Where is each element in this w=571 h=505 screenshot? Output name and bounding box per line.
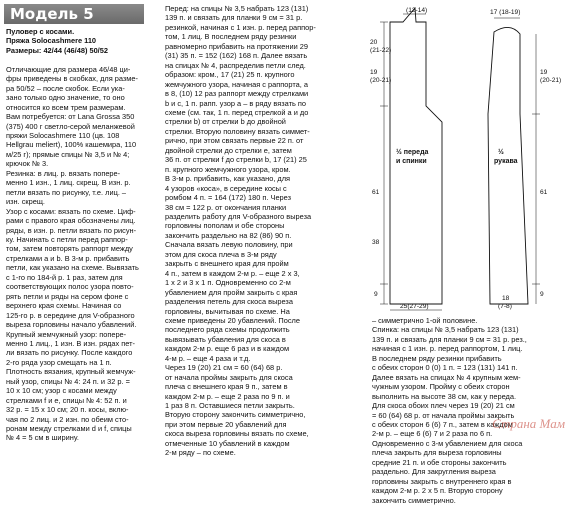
text-line: чужным узором. Пройму с обеих сторон: [372, 382, 510, 392]
text-line: чая по 2 лиц. и 2 изн. по обеим сто-: [6, 414, 129, 424]
watermark: Страна Мам: [492, 416, 565, 431]
text-line: равномерно прибавить на протяжении 29: [165, 41, 309, 51]
text-line: рично, при этом связать первые 22 п. от: [165, 136, 304, 146]
text-line: Крупный жемчужный узор: попере-: [6, 329, 127, 339]
text-line: (31) 35 п. = 152 (162) 168 п. Далее вязать: [165, 51, 308, 61]
text-line: Пряжа Solocashmere 110: [6, 36, 97, 46]
text-line: 139 п. и связать для планки 9 см = 31 р. рез.,: [372, 334, 527, 344]
text-line: образом: кром., 17 (21) 25 п. крупного: [165, 70, 295, 80]
dim-top-2: 17 (18-19): [490, 9, 521, 16]
text-line: вывязывать убавления для скоса в: [165, 334, 286, 344]
text-line: резинкой, начиная с 1 изн. р. перед раппор-: [165, 22, 316, 32]
text-line: 32 р. = 15 x 10 см; 20 п. косы, вклю-: [6, 405, 129, 415]
text-line: Размеры: 42/44 (46/48) 50/52: [6, 45, 108, 55]
text-line: Спинка: на спицы № 3,5 набрать 123 (131): [372, 325, 519, 335]
dim-bottom-3: (7-8): [498, 303, 512, 310]
text-line: 2-м ряду – по схеме.: [165, 448, 236, 458]
text-line: схеме (см. так, 1 п. перед стрелкой а и до: [165, 107, 309, 117]
text-line: 38 см = 122 р. от окончания планки: [165, 202, 287, 212]
text-line: ронам между стрелками d и f, спицы: [6, 424, 132, 434]
text-line: ку. Начинать с петли перед раппор-: [6, 234, 128, 244]
dim-left-5: 61: [372, 189, 380, 196]
page-title: Модель 5: [4, 4, 144, 24]
text-line: Узор с косами: вязать по схеме. Циф-: [6, 206, 136, 216]
text-line: менно 1 лиц., 1 изн. В изн. рядах пет-: [6, 338, 135, 348]
text-line: крючок № 3.: [6, 159, 49, 169]
pattern-schematic: [370, 4, 568, 312]
text-line: этом для скоса плеча в 3-м ряду: [165, 249, 277, 259]
piece1-label-2: и спинки: [396, 158, 427, 165]
text-line: 36 п. от стрелки f до стрелки b, 17 (21) 25: [165, 155, 307, 165]
dim-bottom-2: 18: [502, 295, 510, 302]
schematic-svg: [370, 4, 568, 312]
text-line: рами с правого края обозначены лиц.: [6, 216, 136, 226]
front-back-outline: [390, 8, 442, 304]
text-line: фры приведены в скобках, для разме-: [6, 74, 138, 84]
text-line: в 8, (10) 12 раз раппорт между стрелками: [165, 89, 309, 99]
text-line: на спицах № 4, распределив петли след.: [165, 60, 306, 70]
text-line: схеме приведены 20 убавлений. После: [165, 315, 300, 325]
text-line: ряды, в изн. р. петли вязать по рисун-: [6, 225, 137, 235]
text-line: плеча с внешнего края 9 п., затем в: [165, 382, 288, 392]
dim-right-3: 61: [540, 189, 548, 196]
text-line: закончить симметрично.: [372, 495, 456, 505]
text-line: скоса выреза горловины вязать по схеме,: [165, 429, 309, 439]
text-line: двойной стрелки до стрелки e, затем: [165, 145, 292, 155]
dim-left-4: (20-21): [370, 77, 392, 84]
text-line: п. крупного жемчужного узора, кром.: [165, 164, 291, 174]
text-line: жемчужного узора, начиная с раппорта, а: [165, 79, 308, 89]
text-line: средние 21 п. и обе стороны закончить: [372, 457, 507, 467]
text-line: том, затем повторять раппорт между: [6, 244, 133, 254]
text-line: последнего ряда схемы продолжить: [165, 325, 290, 335]
text-line: каждом 2-м р. еще 6 раз и в каждом: [165, 344, 290, 354]
text-line: Hellgrau meliert), 100% кашемира, 110: [6, 140, 137, 150]
dim-right-1: 19: [540, 69, 548, 76]
text-line: ный узор, спицы № 4: 24 п. и 32 р. =: [6, 376, 130, 386]
text-line: плеча закрыть для выреза горловины: [372, 448, 502, 458]
text-line: стрелками а и b. В 3-м р. прибавить: [6, 253, 130, 263]
dim-left-3: 19: [370, 69, 378, 76]
piece2-label-1: ½: [498, 149, 504, 156]
text-line: стрелки. Вторую половину вязать симмет-: [165, 126, 310, 136]
text-line: 1 х 2 и 3 х 1 п. Одновременно со 2-м: [165, 278, 291, 288]
text-line: 4-м р. – еще 4 раза и т.д.: [165, 353, 251, 363]
text-line: отмеченные 10 убавлений в каждом: [165, 438, 290, 448]
text-line: Для скоса обоих плеч через 19 (20) 21 см: [372, 401, 515, 411]
text-line: разделить работу для V-образного выреза: [165, 211, 312, 221]
text-line: раздельно. Для закругления выреза: [372, 467, 496, 477]
dim-right-2: (20-21): [540, 77, 562, 84]
text-line: 125-го р. в середине для V-образного: [6, 310, 135, 320]
text-line: Сначала вязать левую половину, при: [165, 240, 293, 250]
text-line: [6, 55, 158, 64]
text-line: с обеих сторон 6 (6) 7 п., затем в каждом: [372, 419, 513, 429]
text-line: м/25 г); прямые спицы № 3,5 и № 4;: [6, 149, 130, 159]
text-line: с обеих сторон 0 (0) 1 п. = 123 (131) 141 п.: [372, 363, 518, 373]
text-line: – симметрично 1-ой половине.: [372, 316, 478, 325]
text-line: менно 1 изн., 1 лиц. скрещ. В изн. р.: [6, 178, 131, 188]
text-line: начиная с 1 изн. р. перед раппортом, 1 лиц.: [372, 344, 523, 354]
text-column-3: [372, 316, 567, 505]
text-line: рять петли и ряды на сером фоне с: [6, 291, 129, 301]
text-line: Отличающие для размера 46/48 ци-: [6, 64, 131, 74]
text-line: верхнего края схемы. Начиная со: [6, 301, 122, 311]
text-line: выполнить на высоте 38 см, как у переда.: [372, 391, 517, 401]
text-line: 4 узоров «коса», в середине косы с: [165, 183, 287, 193]
dim-left-2: (21-22): [370, 47, 392, 54]
text-line: b и c, 1 п. рапп. узор a – в ряду вязать по: [165, 98, 307, 108]
text-line: горловины пополам и обе стороны: [165, 221, 285, 231]
text-line: каждом 2-м р. – еще 2 раза по 9 п. и: [165, 391, 290, 401]
text-line: (375) 400 г светло-серой меланжевой: [6, 121, 135, 131]
text-line: 2-го ряда узор смещать на 1 п.: [6, 357, 112, 367]
sleeve-outline: [488, 27, 528, 304]
text-line: Далее вязать на спицах № 4 крупным жем-: [372, 372, 521, 382]
text-line: Перед: на спицы № 3,5 набрать 123 (131): [165, 4, 309, 13]
text-line: Одновременно с 3-м убавлением для скоса: [372, 438, 523, 448]
text-line: петли, как указано на схеме. Вывязать: [6, 263, 139, 273]
text-line: 139 п. и связать для планки 9 см = 31 р.: [165, 13, 303, 23]
text-line: В последнем ряду резинки прибавить: [372, 353, 502, 363]
text-line: относится ко всем трем размерам.: [6, 102, 126, 112]
text-column-2: [165, 4, 365, 458]
dim-left-7: 9: [374, 291, 378, 298]
text-line: 10 x 10 см; узор с косами между: [6, 386, 117, 396]
text-line: горловины закрыть с внутреннего края в: [372, 476, 512, 486]
text-line: стрелками f и e, спицы № 4: 52 п. и: [6, 395, 127, 405]
text-line: изн. скрещ.: [6, 197, 45, 207]
piece1-label-1: ½ переда: [396, 149, 429, 156]
text-line: 4 п., затем в каждом 2-м р. – еще 2 х 3,: [165, 268, 300, 278]
text-line: от начала проймы закрыть для скоса: [165, 372, 293, 382]
text-line: Через 19 (20) 21 см = 60 (64) 68 р.: [165, 363, 283, 373]
dim-left-1: 20: [370, 39, 378, 46]
text-line: зано только одно значение, то оно: [6, 93, 125, 103]
text-line: пряжи Solocashmere 110 (цв. 108: [6, 130, 120, 140]
dim-right-4: 9: [540, 291, 544, 298]
text-line: каждом 2-м р. 2 x 5 п. Вторую сторону: [372, 486, 503, 496]
text-line: при этом первые 20 убавлений для: [165, 419, 287, 429]
text-line: с 1-го по 184-й р. 1 раз, затем для: [6, 272, 123, 282]
text-line: № 4 = 5 см в ширину.: [6, 433, 79, 443]
text-line: ромбом 4 п. = 164 (172) 180 п. Через: [165, 193, 292, 203]
text-line: ра 50/52 – после скобок. Если ука-: [6, 83, 125, 93]
text-line: закончить раздельно на 82 (86) 90 п.: [165, 230, 292, 240]
text-line: Вам потребуется: от Lana Grossa 350: [6, 112, 135, 122]
text-line: выреза горловины начало убавлений.: [6, 320, 137, 330]
text-line: разделения петель для скоса выреза: [165, 297, 293, 307]
text-line: 1 раз 8 п. Оставшиеся петли закрыть.: [165, 401, 295, 411]
dim-bottom-1: 25(27-29): [400, 303, 429, 310]
text-line: В 3-м р. прибавить, как указано, для: [165, 174, 291, 184]
piece2-label-2: рукава: [494, 158, 518, 165]
text-line: петли вязать по рисунку, т.е. лиц. –: [6, 187, 127, 197]
text-line: 2-м р. – еще 6 (6) 7 и 2 раза по 6 п.: [372, 429, 493, 439]
dim-left-6: 38: [372, 239, 380, 246]
text-line: = 60 (64) 68 р. от начала проймы закрыть: [372, 410, 515, 420]
text-line: том, 1 лиц. В последнем ряду резинки: [165, 32, 297, 42]
text-line: соответствующих полос узора повто-: [6, 282, 134, 292]
text-line: закрыть с внешнего края для пройм: [165, 259, 289, 269]
text-line: Вторую сторону закончить симметрично,: [165, 410, 306, 420]
text-line: стрелки b) от стрелки b до двойной: [165, 117, 286, 127]
text-line: горловины, вычитывая по схеме. На: [165, 306, 290, 316]
text-line: убавлением для пройм закрыть с края: [165, 287, 298, 297]
text-line: Резинка: в лиц. р. вязать попере-: [6, 168, 121, 178]
text-column-1: [6, 27, 158, 443]
text-line: Пуловер с косами.: [6, 27, 75, 36]
text-line: Плотность вязания, крупный жемчуж-: [6, 367, 136, 377]
dim-top-1: (12-14): [406, 7, 428, 14]
text-line: ли вязать по рисунку. После каждого: [6, 348, 133, 358]
